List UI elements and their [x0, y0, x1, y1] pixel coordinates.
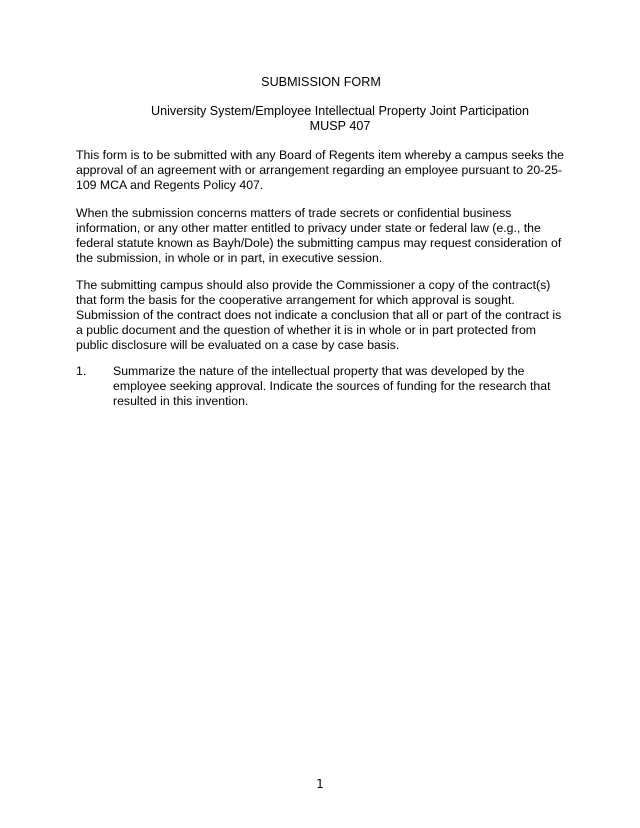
paragraph-confidentiality: When the submission concerns matters of trade secrets or confidential business information, or any other matter entitled to privacy under state or federal law (e.g., the federal statute known as Bayh/Dole) the submitting campus may request consideration of the submission, in whole or in part, in executive session.	[76, 206, 562, 265]
item-text: Summarize the nature of the intellectual property that was developed by the employee seeking approval. Indicate the sources of funding for the research that resulted in this invention.	[113, 364, 551, 408]
document-subtitle	[76, 104, 564, 134]
paragraph-contract-copy: The submitting campus should also provide the Commissioner a copy of the contract(s) that form the basis for the cooperative arrangement for which approval is sought. Submission of the contract does not indicate a conclusion that all or part of the contract is a public document and the question of whether it is in whole or in part protected from public disclosure will be evaluated on a case by case basis.	[76, 278, 562, 352]
subtitle-line-1: University System/Employee Intellectual Property Joint Participation	[151, 104, 529, 118]
subtitle-line-2: MUSP 407	[309, 119, 371, 133]
item-number: 1.	[76, 364, 87, 378]
document-title: SUBMISSION FORM	[261, 75, 381, 89]
page-number: 1	[316, 777, 324, 791]
paragraph-purpose: This form is to be submitted with any Board of Regents item whereby a campus seeks the approval of an agreement with or arrangement regarding an employee pursuant to 20-25-109 MCA and Regents Policy 407.	[76, 148, 565, 192]
